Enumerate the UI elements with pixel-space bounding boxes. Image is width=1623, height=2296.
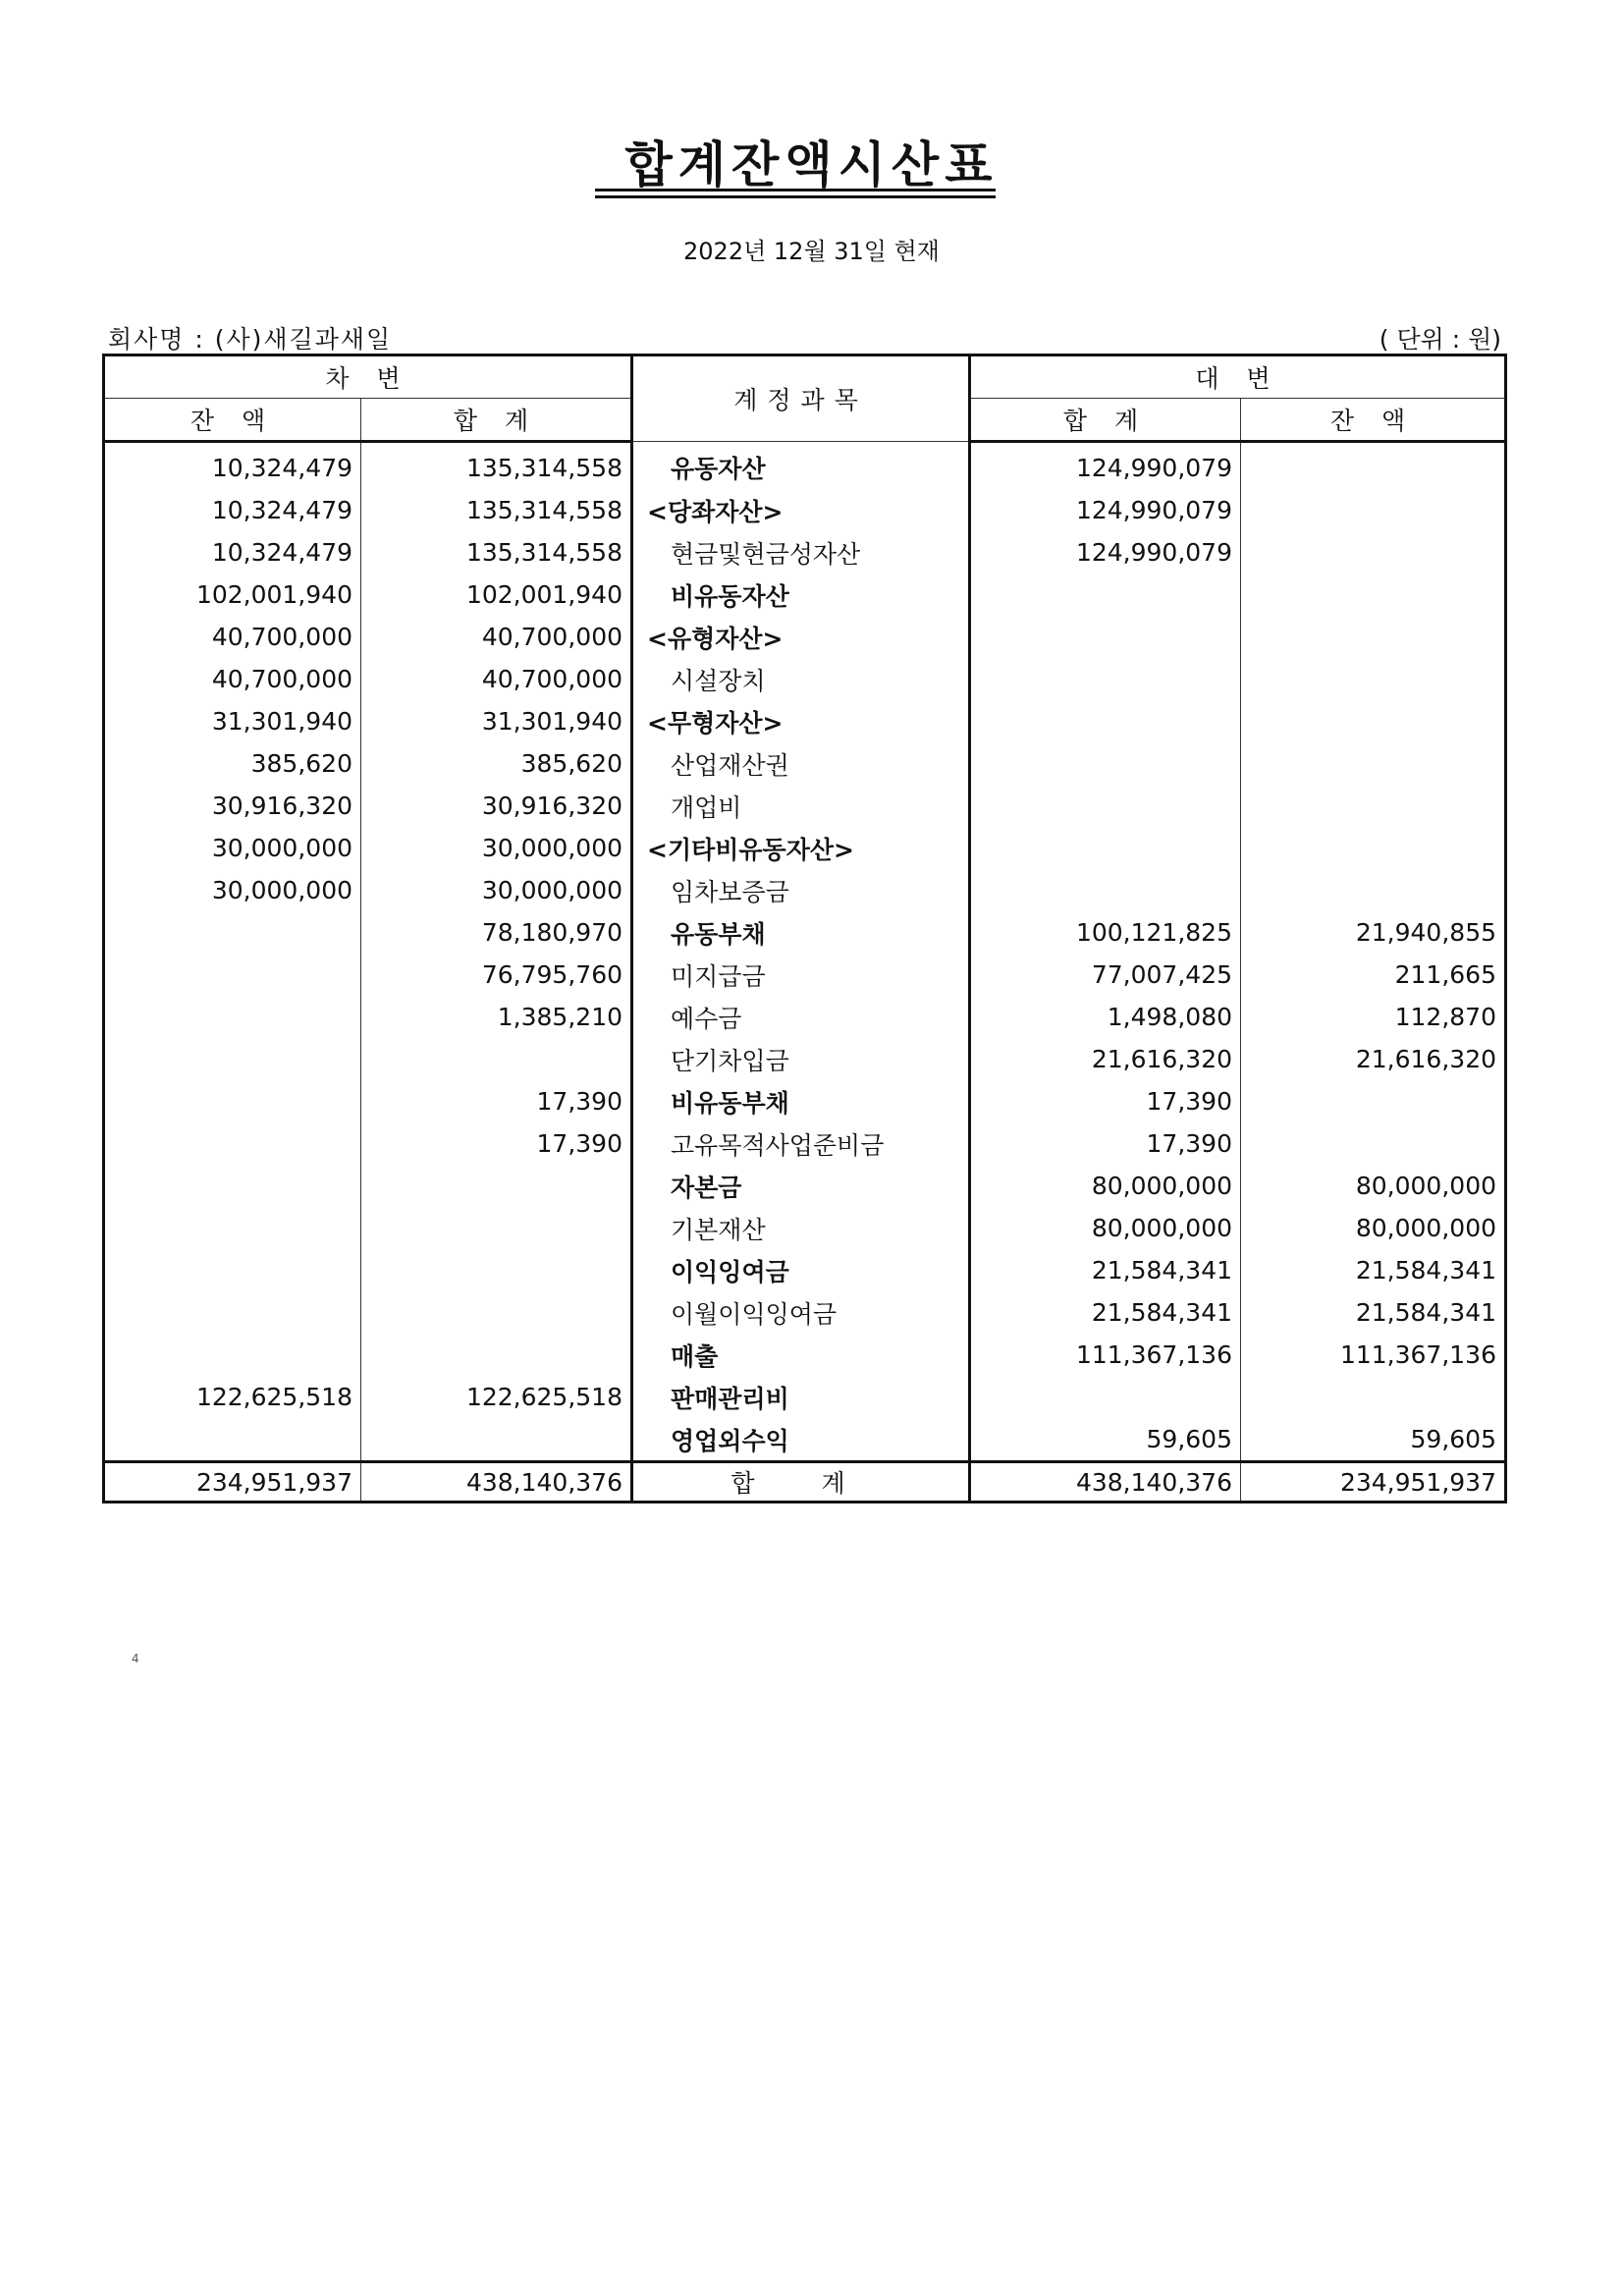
table-row	[104, 1122, 1506, 1165]
credit-balance-cell	[1241, 1376, 1506, 1418]
credit-balance-cell: 21,584,341	[1241, 1249, 1506, 1291]
debit-total-cell	[361, 1291, 632, 1334]
totals-row	[104, 1462, 1506, 1503]
credit-total-cell: 124,990,079	[970, 531, 1241, 574]
account-name-cell: 예수금	[632, 996, 970, 1038]
debit-total-cell	[361, 1165, 632, 1207]
credit-total-cell: 80,000,000	[970, 1207, 1241, 1249]
table-row	[104, 1165, 1506, 1207]
debit-total-cell: 30,000,000	[361, 827, 632, 869]
credit-balance-cell	[1241, 700, 1506, 742]
table-row	[104, 742, 1506, 785]
debit-total-header: 합 계	[361, 399, 632, 442]
table-row	[104, 1080, 1506, 1122]
debit-balance-cell: 122,625,518	[104, 1376, 361, 1418]
table-row	[104, 531, 1506, 574]
credit-balance-cell: 59,605	[1241, 1418, 1506, 1462]
credit-header: 대 변	[970, 355, 1506, 399]
total-credit-balance: 234,951,937	[1241, 1462, 1506, 1503]
debit-total-cell	[361, 1334, 632, 1376]
account-name-cell: 유동자산	[632, 442, 970, 490]
credit-total-cell	[970, 742, 1241, 785]
table-row	[104, 616, 1506, 658]
credit-total-cell	[970, 700, 1241, 742]
table-row	[104, 911, 1506, 954]
credit-balance-cell: 211,665	[1241, 954, 1506, 996]
as-of-date: 2022년 12월 31일 현재	[683, 238, 940, 265]
credit-total-cell	[970, 1376, 1241, 1418]
total-label: 합 계	[632, 1462, 970, 1503]
credit-total-cell	[970, 658, 1241, 700]
credit-total-cell: 124,990,079	[970, 442, 1241, 490]
debit-balance-cell	[104, 1080, 361, 1122]
table-row	[104, 1291, 1506, 1334]
title-underline	[595, 189, 996, 191]
account-name-cell: 유동부채	[632, 911, 970, 954]
debit-total-cell: 76,795,760	[361, 954, 632, 996]
debit-balance-cell: 10,324,479	[104, 531, 361, 574]
account-header: 계정과목	[632, 355, 970, 442]
total-debit-balance: 234,951,937	[104, 1462, 361, 1503]
debit-total-cell: 31,301,940	[361, 700, 632, 742]
account-name-cell: 개업비	[632, 785, 970, 827]
credit-total-cell: 21,584,341	[970, 1291, 1241, 1334]
account-name-cell: <기타비유동자산>	[632, 827, 970, 869]
debit-balance-cell	[104, 996, 361, 1038]
account-name-cell: 이익잉여금	[632, 1249, 970, 1291]
credit-balance-cell: 21,584,341	[1241, 1291, 1506, 1334]
title-underline-double	[595, 195, 996, 198]
debit-total-cell: 17,390	[361, 1122, 632, 1165]
trial-balance-table	[102, 354, 1507, 1503]
currency-unit: ( 단위 : 원)	[1379, 325, 1501, 354]
debit-total-cell	[361, 1418, 632, 1462]
credit-balance-cell: 21,940,855	[1241, 911, 1506, 954]
account-name-cell: 영업외수익	[632, 1418, 970, 1462]
debit-total-cell: 40,700,000	[361, 658, 632, 700]
debit-balance-cell: 30,000,000	[104, 827, 361, 869]
account-name-cell: 이월이익잉여금	[632, 1291, 970, 1334]
credit-total-cell: 100,121,825	[970, 911, 1241, 954]
table-row	[104, 442, 1506, 490]
account-name-cell: 단기차입금	[632, 1038, 970, 1080]
debit-balance-cell	[104, 1038, 361, 1080]
table-row	[104, 489, 1506, 531]
debit-balance-cell: 31,301,940	[104, 700, 361, 742]
debit-balance-cell	[104, 1249, 361, 1291]
debit-total-cell: 30,000,000	[361, 869, 632, 911]
debit-balance-cell: 10,324,479	[104, 489, 361, 531]
credit-balance-cell: 21,616,320	[1241, 1038, 1506, 1080]
debit-total-cell: 78,180,970	[361, 911, 632, 954]
account-name-cell: 시설장치	[632, 658, 970, 700]
debit-total-cell	[361, 1038, 632, 1080]
credit-balance-cell	[1241, 616, 1506, 658]
table-row	[104, 1334, 1506, 1376]
credit-balance-cell	[1241, 442, 1506, 490]
debit-total-cell	[361, 1207, 632, 1249]
debit-total-cell: 1,385,210	[361, 996, 632, 1038]
debit-balance-cell	[104, 911, 361, 954]
account-name-cell: 매출	[632, 1334, 970, 1376]
credit-balance-cell	[1241, 489, 1506, 531]
debit-balance-cell: 10,324,479	[104, 442, 361, 490]
document-title: 합계잔액시산표	[624, 137, 999, 193]
credit-balance-cell	[1241, 785, 1506, 827]
table-row	[104, 700, 1506, 742]
credit-total-cell: 111,367,136	[970, 1334, 1241, 1376]
credit-balance-header: 잔 액	[1241, 399, 1506, 442]
credit-balance-cell	[1241, 574, 1506, 616]
account-name-cell: 고유목적사업준비금	[632, 1122, 970, 1165]
debit-balance-cell	[104, 1207, 361, 1249]
debit-total-cell: 102,001,940	[361, 574, 632, 616]
account-name-cell: 판매관리비	[632, 1376, 970, 1418]
account-name-cell: 비유동부채	[632, 1080, 970, 1122]
debit-balance-cell: 385,620	[104, 742, 361, 785]
table-row	[104, 574, 1506, 616]
credit-total-cell: 80,000,000	[970, 1165, 1241, 1207]
credit-balance-cell	[1241, 827, 1506, 869]
stray-mark: 4	[132, 1652, 139, 1666]
credit-total-cell: 124,990,079	[970, 489, 1241, 531]
debit-total-cell: 385,620	[361, 742, 632, 785]
credit-balance-cell	[1241, 869, 1506, 911]
account-name-cell: <유형자산>	[632, 616, 970, 658]
debit-balance-cell: 102,001,940	[104, 574, 361, 616]
credit-total-cell: 21,584,341	[970, 1249, 1241, 1291]
table-row	[104, 1038, 1506, 1080]
account-name-cell: 임차보증금	[632, 869, 970, 911]
debit-balance-cell: 30,916,320	[104, 785, 361, 827]
debit-total-cell	[361, 1249, 632, 1291]
credit-total-cell	[970, 574, 1241, 616]
credit-balance-cell	[1241, 742, 1506, 785]
credit-balance-cell: 111,367,136	[1241, 1334, 1506, 1376]
credit-balance-cell	[1241, 1080, 1506, 1122]
table-row	[104, 869, 1506, 911]
credit-balance-cell: 112,870	[1241, 996, 1506, 1038]
credit-balance-cell	[1241, 531, 1506, 574]
debit-total-cell: 135,314,558	[361, 442, 632, 490]
credit-total-cell: 1,498,080	[970, 996, 1241, 1038]
account-name-cell: <무형자산>	[632, 700, 970, 742]
credit-balance-cell	[1241, 658, 1506, 700]
credit-total-cell: 17,390	[970, 1080, 1241, 1122]
debit-total-cell: 122,625,518	[361, 1376, 632, 1418]
debit-total-cell: 135,314,558	[361, 489, 632, 531]
table-row	[104, 1376, 1506, 1418]
account-name-cell: 비유동자산	[632, 574, 970, 616]
account-name-cell: 산업재산권	[632, 742, 970, 785]
table-row	[104, 1249, 1506, 1291]
table-row	[104, 1207, 1506, 1249]
credit-total-cell	[970, 785, 1241, 827]
total-credit-total: 438,140,376	[970, 1462, 1241, 1503]
total-debit-total: 438,140,376	[361, 1462, 632, 1503]
credit-total-cell: 21,616,320	[970, 1038, 1241, 1080]
debit-total-cell: 30,916,320	[361, 785, 632, 827]
debit-balance-cell	[104, 1291, 361, 1334]
table-row	[104, 1418, 1506, 1462]
debit-balance-cell	[104, 954, 361, 996]
debit-balance-header: 잔 액	[104, 399, 361, 442]
table-row	[104, 785, 1506, 827]
credit-total-cell: 77,007,425	[970, 954, 1241, 996]
credit-total-cell	[970, 827, 1241, 869]
table-row	[104, 954, 1506, 996]
account-name-cell: 기본재산	[632, 1207, 970, 1249]
debit-balance-cell	[104, 1122, 361, 1165]
table-row	[104, 658, 1506, 700]
debit-balance-cell: 40,700,000	[104, 658, 361, 700]
debit-balance-cell	[104, 1334, 361, 1376]
account-name-cell: <당좌자산>	[632, 489, 970, 531]
debit-total-cell: 17,390	[361, 1080, 632, 1122]
debit-total-cell: 40,700,000	[361, 616, 632, 658]
company-name: 회사명 : (사)새길과새일	[108, 325, 393, 354]
credit-total-cell	[970, 869, 1241, 911]
debit-balance-cell	[104, 1165, 361, 1207]
credit-total-header: 합 계	[970, 399, 1241, 442]
credit-total-cell: 17,390	[970, 1122, 1241, 1165]
credit-total-cell	[970, 616, 1241, 658]
debit-balance-cell	[104, 1418, 361, 1462]
credit-total-cell: 59,605	[970, 1418, 1241, 1462]
table-row	[104, 827, 1506, 869]
debit-balance-cell: 40,700,000	[104, 616, 361, 658]
credit-balance-cell	[1241, 1122, 1506, 1165]
credit-balance-cell: 80,000,000	[1241, 1165, 1506, 1207]
account-name-cell: 미지급금	[632, 954, 970, 996]
credit-balance-cell: 80,000,000	[1241, 1207, 1506, 1249]
account-name-cell: 현금및현금성자산	[632, 531, 970, 574]
table-row	[104, 996, 1506, 1038]
account-name-cell: 자본금	[632, 1165, 970, 1207]
debit-total-cell: 135,314,558	[361, 531, 632, 574]
debit-balance-cell: 30,000,000	[104, 869, 361, 911]
debit-header: 차 변	[104, 355, 632, 399]
table-body	[104, 442, 1506, 1462]
